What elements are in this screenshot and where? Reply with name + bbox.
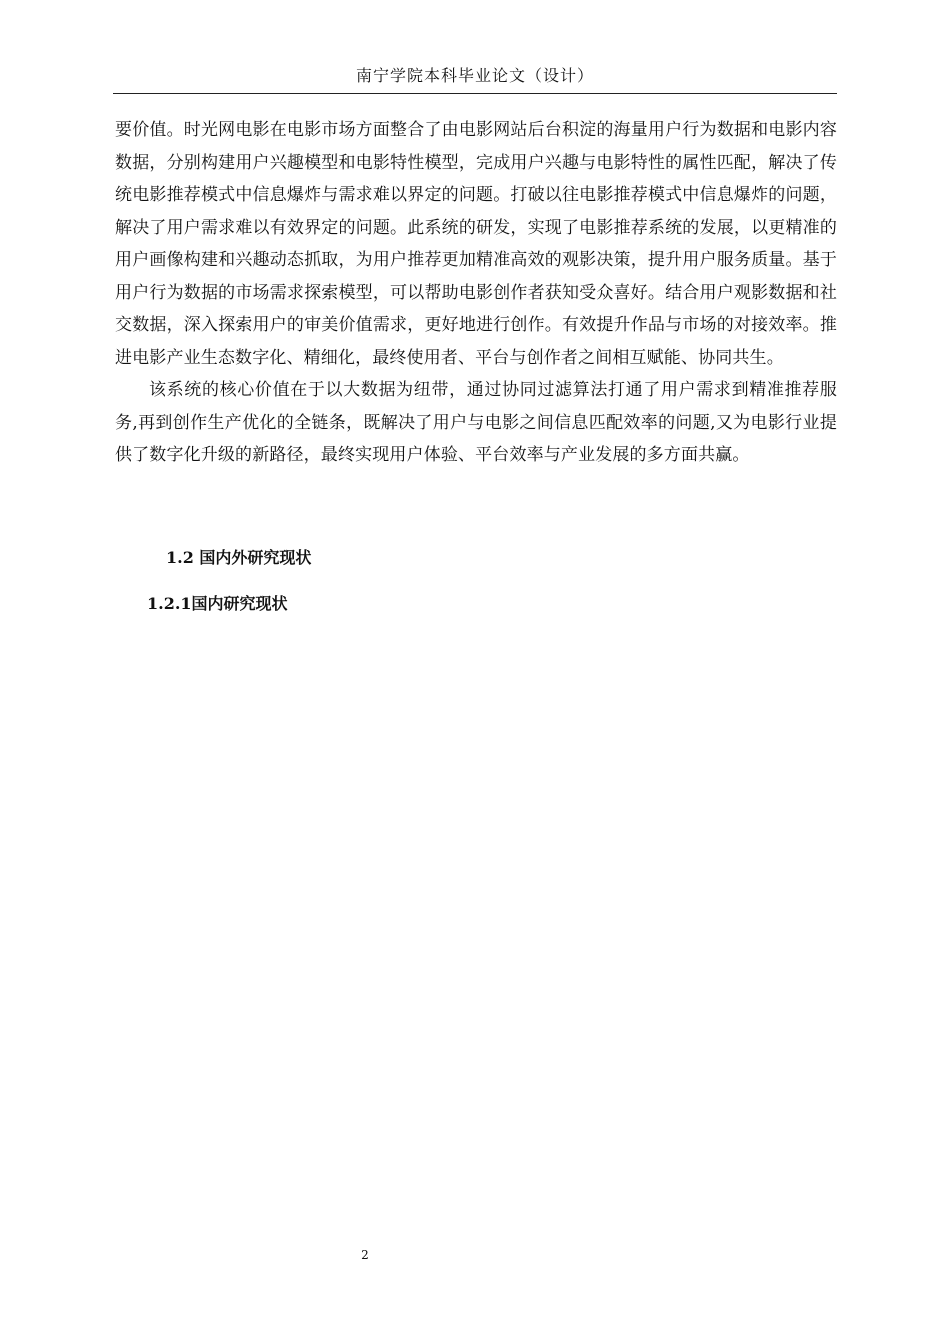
page-number: 2 — [361, 1248, 369, 1262]
subsection-heading: 1.2.1国内研究现状 — [147, 594, 288, 613]
section-heading: 1.2 国内外研究现状 — [166, 548, 312, 567]
header-title: 南宁学院本科毕业论文（设计） — [355, 66, 594, 85]
paragraph-core-value: 该系统的核心价值在于以大数据为纽带，通过协同过滤算法打通了用户需求到精准推荐服务,再到创作生产优化的全链条，既解决了用户与电影之间信息匹配效率的问题,又为电影行业提供了数字化升级的新路径，最终实现用户体验、平台效率与产业发展的多方面共赢。 — [115, 380, 837, 465]
page-header — [113, 62, 837, 94]
paragraph-continuation: 要价值。时光网电影在电影市场方面整合了由电影网站后台积淀的海量用户行为数据和电影内容数据，分别构建用户兴趣模型和电影特性模型，完成用户兴趣与电影特性的属性匹配，解决了传统电影推荐模式中信息爆炸与需求难以界定的问题。打破以往电影推荐模式中信息爆炸的问题，解决了用户需求难以有效界定的问题。此系统的研发，实现了电影推荐系统的发展，以更精准的用户画像构建和兴趣动态抓取，为用户推荐更加精准高效的观影决策，提升用户服务质量。基于用户行为数据的市场需求探索模型，可以帮助电影创作者获知受众喜好。结合用户观影数据和社交数据，深入探索用户的审美价值需求，更好地进行创作。有效提升作品与市场的对接效率。推进电影产业生态数字化、精细化，最终使用者、平台与创作者之间相互赋能、协同共生。 — [115, 120, 837, 368]
body-text — [115, 114, 837, 472]
